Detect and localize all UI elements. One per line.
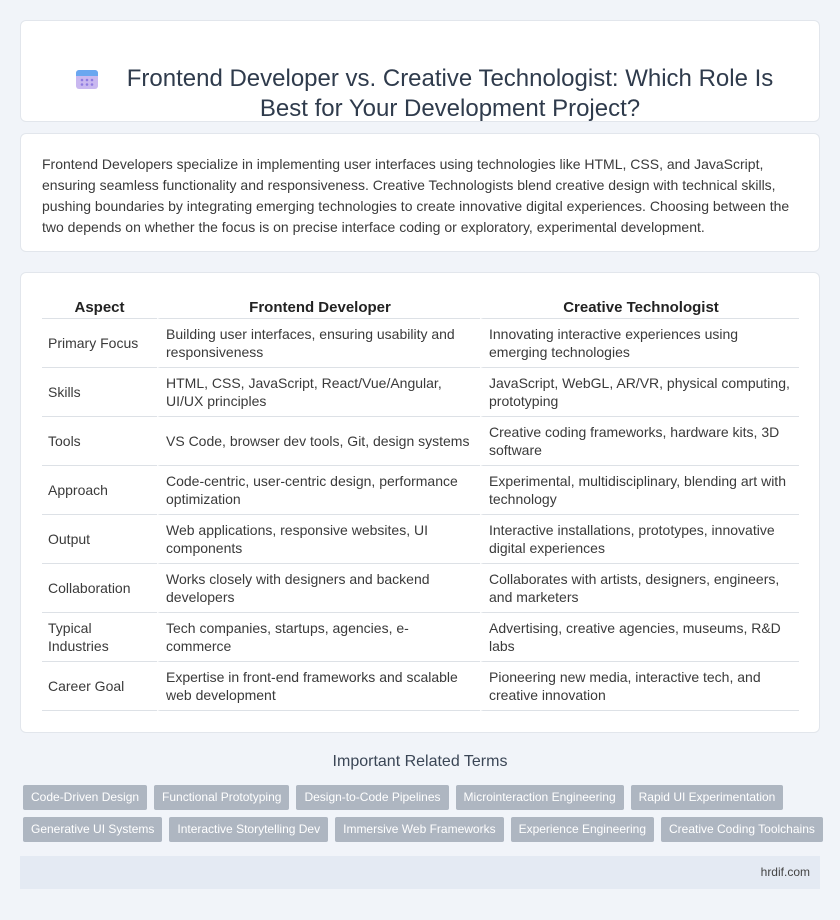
term-tag[interactable]: Immersive Web Frameworks [335, 817, 503, 842]
term-tag[interactable]: Rapid UI Experimentation [631, 785, 784, 810]
creative-cell: Advertising, creative agencies, museums, R&D labs [480, 613, 799, 662]
creative-cell: Interactive installations, prototypes, innovative digital experiences [480, 515, 799, 564]
aspect-cell: Output [42, 515, 157, 564]
table-row [42, 613, 799, 662]
aspect-cell: Approach [42, 466, 157, 515]
frontend-cell: Tech companies, startups, agencies, e-commerce [157, 613, 480, 662]
comparison-card [20, 272, 820, 733]
table-row [42, 564, 799, 613]
frontend-cell: Building user interfaces, ensuring usability and responsiveness [157, 319, 480, 368]
footer [20, 856, 820, 889]
title-card [20, 20, 820, 122]
aspect-cell: Collaboration [42, 564, 157, 613]
aspect-cell: Tools [42, 417, 157, 466]
frontend-cell: VS Code, browser dev tools, Git, design systems [157, 417, 480, 466]
creative-cell: Creative coding frameworks, hardware kits, 3D software [480, 417, 799, 466]
comparison-table [42, 297, 799, 711]
term-tag[interactable]: Creative Coding Toolchains [661, 817, 823, 842]
header-frontend-developer: Frontend Developer [157, 297, 480, 319]
table-header-row [42, 297, 799, 319]
term-tag[interactable]: Functional Prototyping [154, 785, 289, 810]
creative-cell: Experimental, multidisciplinary, blending art with technology [480, 466, 799, 515]
aspect-cell: Skills [42, 368, 157, 417]
intro-text: Frontend Developers specialize in implementing user interfaces using technologies like HTML, CSS, and JavaScript, ensuring seamless functionality and responsiveness. Creative Technologists blend creative design with technical skills, pushing boundaries by integrating emerging technologies to create innovative digital experiences. Choosing between the two depends on whether the focus is on precise interface coding or exploratory, experimental development. [42, 156, 790, 235]
table-row [42, 662, 799, 711]
term-tag[interactable]: Code-Driven Design [23, 785, 147, 810]
frontend-cell: Expertise in front-end frameworks and scalable web development [157, 662, 480, 711]
creative-cell: Pioneering new media, interactive tech, and creative innovation [480, 662, 799, 711]
table-row [42, 368, 799, 417]
table-row [42, 417, 799, 466]
creative-cell: Collaborates with artists, designers, engineers, and marketers [480, 564, 799, 613]
frontend-cell: Web applications, responsive websites, UI components [157, 515, 480, 564]
frontend-cell: Code-centric, user-centric design, performance optimization [157, 466, 480, 515]
tag-row [23, 785, 823, 810]
term-tag[interactable]: Design-to-Code Pipelines [296, 785, 448, 810]
aspect-cell: Career Goal [42, 662, 157, 711]
creative-cell: JavaScript, WebGL, AR/VR, physical computing, prototyping [480, 368, 799, 417]
table-row [42, 515, 799, 564]
page-title: Frontend Developer vs. Creative Technologist: Which Role Is Best for Your Development Project? [126, 65, 774, 122]
tag-row [23, 817, 823, 842]
aspect-cell: Typical Industries [42, 613, 157, 662]
frontend-cell: HTML, CSS, JavaScript, React/Vue/Angular, UI/UX principles [157, 368, 480, 417]
footer-site[interactable]: hrdif.com [760, 865, 810, 879]
calendar-icon [75, 68, 99, 90]
term-tag[interactable]: Interactive Storytelling Dev [169, 817, 328, 842]
term-tag[interactable]: Experience Engineering [511, 817, 654, 842]
frontend-cell: Works closely with designers and backend developers [157, 564, 480, 613]
creative-cell: Innovating interactive experiences using emerging technologies [480, 319, 799, 368]
related-terms-heading: Important Related Terms [332, 753, 508, 770]
term-tag[interactable]: Microinteraction Engineering [456, 785, 624, 810]
aspect-cell: Primary Focus [42, 319, 157, 368]
intro-card [20, 133, 820, 252]
term-tag[interactable]: Generative UI Systems [23, 817, 162, 842]
table-row [42, 466, 799, 515]
table-row [42, 319, 799, 368]
header-creative-technologist: Creative Technologist [480, 297, 799, 319]
header-aspect: Aspect [42, 297, 157, 319]
related-terms-tags [23, 785, 823, 849]
